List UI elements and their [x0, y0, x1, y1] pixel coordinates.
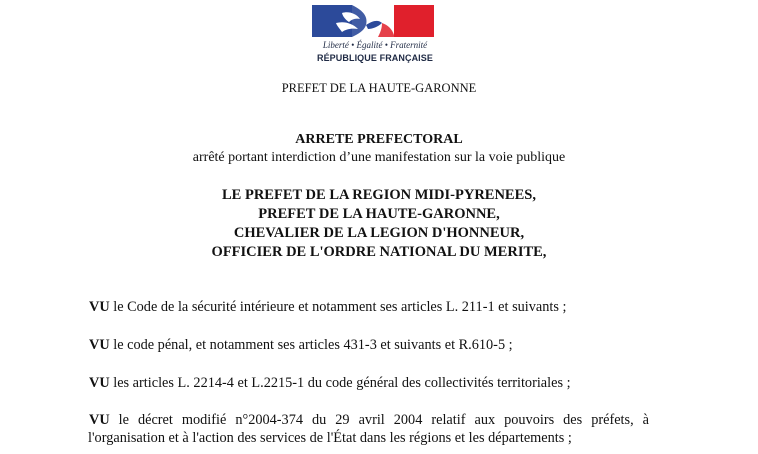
consideration-text: le Code de la sécurité intérieure et notamment ses articles L. 211-1 et suivants ; — [109, 299, 567, 315]
marianne-logo — [312, 5, 438, 65]
authority-block — [0, 186, 758, 262]
decree-title: ARRETE PREFECTORAL — [295, 132, 463, 147]
republic-label: RÉPUBLIQUE FRANÇAISE — [316, 53, 433, 63]
consideration-text: les articles L. 2214-4 et L.2215-1 du code général des collectivités territoriales ; — [109, 375, 571, 391]
motto-text: Liberté • Égalité • Fraternité — [322, 40, 428, 50]
authority-line: CHEVALIER DE LA LEGION D'HONNEUR, — [233, 225, 525, 241]
consideration-text: le code pénal, et notamment ses articles 431-3 et suivants et R.610-5 ; — [109, 337, 513, 353]
vu-prefix: VU — [89, 375, 110, 391]
consideration-item — [89, 298, 649, 316]
vu-prefix: VU — [89, 299, 110, 315]
consideration-item — [89, 336, 649, 354]
authority-line: OFFICIER DE L'ORDRE NATIONAL DU MERITE, — [211, 244, 547, 260]
decree-subtitle: arrêté portant interdiction d’une manifestation sur la voie publique — [192, 150, 566, 165]
consideration-item — [89, 411, 649, 447]
consideration-text-line2: l'organisation et à l'action des services de l'État dans les régions et les départements ; — [88, 430, 572, 446]
consideration-text: le décret modifié n°2004-374 du 29 avril 2004 relatif aux pouvoirs des préfets, à — [109, 412, 649, 428]
authority-line: LE PREFET DE LA REGION MIDI-PYRENEES, — [222, 187, 536, 203]
consideration-item — [89, 374, 649, 392]
vu-prefix: VU — [89, 337, 110, 353]
vu-prefix: VU — [89, 412, 110, 428]
consideration-line — [89, 411, 649, 429]
authority-line: PREFET DE LA HAUTE-GARONNE, — [258, 206, 500, 222]
issuer-heading: PREFET DE LA HAUTE-GARONNE — [281, 81, 477, 95]
marianne-flag-icon — [312, 5, 434, 37]
